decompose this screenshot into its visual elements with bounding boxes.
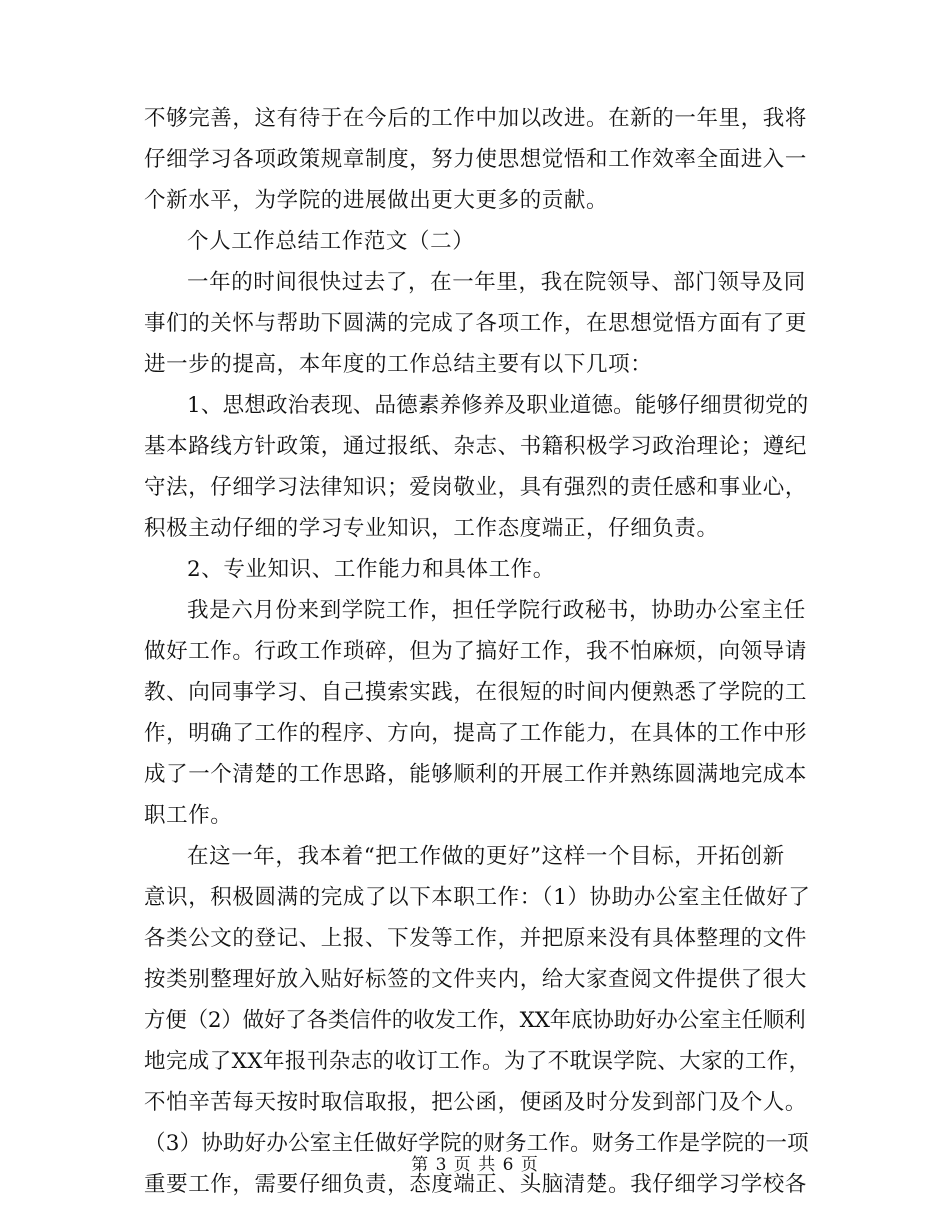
text-line: 在这一年，我本着“把工作做的更好”这样一个目标，开拓创新 [187,844,785,869]
text-line: 守法，仔细学习法律知识；爱岗敬业，具有强烈的责任感和事业心， [144,475,808,500]
text-line: 我是六月份来到学院工作，担任学院行政秘书，协助办公室主任 [187,598,806,623]
document-body [144,98,810,1205]
page-footer: 第 3 页 共 6 页 [411,1155,539,1175]
text-line: 意识，积极圆满的完成了以下本职工作：（1）协助办公室主任做好了 [144,885,811,910]
text-line: 积极主动仔细的学习专业知识，工作态度端正，仔细负责。 [144,516,719,541]
text-line: 教、向同事学习、自己摸索实践，在很短的时间内便熟悉了学院的工 [144,680,808,705]
text-line: 按类别整理好放入贴好标签的文件夹内，给大家查阅文件提供了很大 [144,967,808,992]
text-line: 仔细学习各项政策规章制度，努力使思想觉悟和工作效率全面进入一 [144,147,808,172]
text-line: 2、专业知识、工作能力和具体工作。 [187,557,555,582]
text-line: 事们的关怀与帮助下圆满的完成了各项工作，在思想觉悟方面有了更 [144,311,808,336]
text-line: 方便（2）做好了各类信件的收发工作，XX年底协助好办公室主任顺利 [144,1008,806,1033]
text-line: 重要工作，需要仔细负责，态度端正、头脑清楚。我仔细学习学校各 [144,1172,808,1197]
text-line: 不怕辛苦每天按时取信取报，把公函，便函及时分发到部门及个人。 [144,1090,808,1115]
text-line: 不够完善，这有待于在今后的工作中加以改进。在新的一年里，我将 [144,106,808,131]
text-line: 成了一个清楚的工作思路，能够顺利的开展工作并熟练圆满地完成本 [144,762,808,787]
text-line: 职工作。 [144,803,233,828]
text-line: 个新水平，为学院的进展做出更大更多的贡献。 [144,188,609,213]
text-line: 1、思想政治表现、品德素养修养及职业道德。能够仔细贯彻党的 [187,393,809,418]
text-line: 基本路线方针政策，通过报纸、杂志、书籍积极学习政治理论；遵纪 [144,434,808,459]
text-line: 地完成了XX年报刊杂志的收订工作。为了不耽误学院、大家的工作， [144,1049,811,1074]
text-line: 作，明确了工作的程序、方向，提高了工作能力，在具体的工作中形 [144,721,808,746]
text-line: 各类公文的登记、上报、下发等工作，并把原来没有具体整理的文件 [144,926,808,951]
text-line: 做好工作。行政工作琐碎，但为了搞好工作，我不怕麻烦，向领导请 [144,639,808,664]
text-line: 一年的时间很快过去了，在一年里，我在院领导、部门领导及同 [187,270,806,295]
text-line: 进一步的提高，本年度的工作总结主要有以下几项： [144,352,653,377]
text-line: （3）协助好办公室主任做好学院的财务工作。财务工作是学院的一项 [144,1131,809,1156]
text-line: 个人工作总结工作范文（二） [187,229,475,254]
